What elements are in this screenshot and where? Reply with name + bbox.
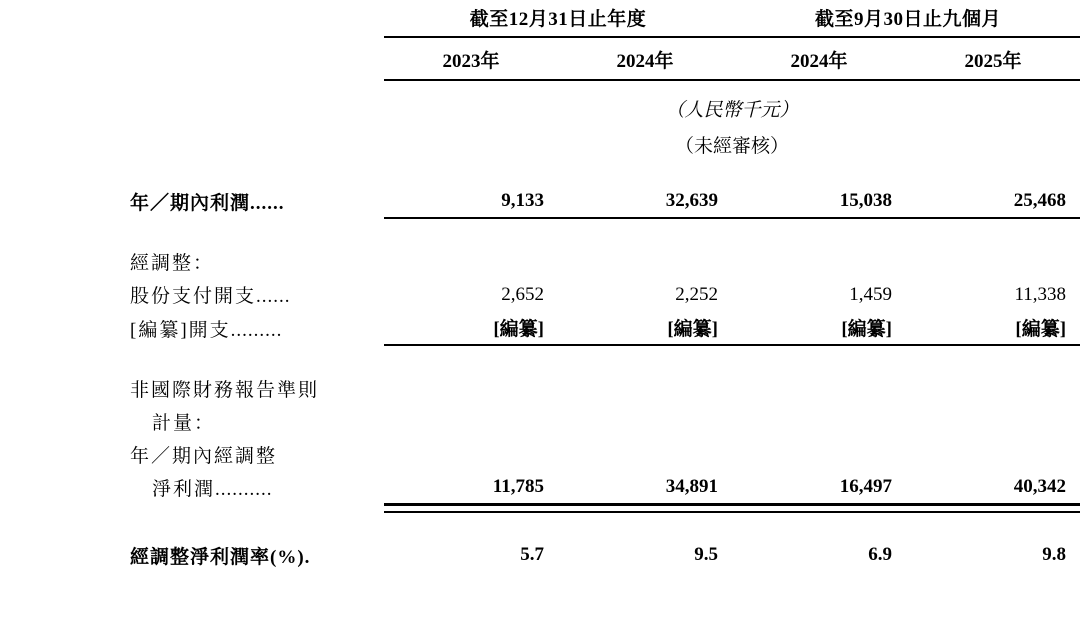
cell-nonifrs-2024a (558, 372, 732, 405)
year-header-2024-annual: 2024年 (558, 37, 732, 80)
cell-measure-2024a (558, 405, 732, 438)
cell-listing-2025i: [編纂] (906, 311, 1080, 345)
cell-measure-2024i (732, 405, 906, 438)
cell-adjnet-2024a: 34,891 (665, 475, 719, 497)
cell-adjhdr-2025i (906, 245, 1080, 278)
cell-listing-2024a: [編纂] (558, 311, 732, 345)
cell-listing-2023: [編纂] (384, 311, 558, 345)
year-header-spacer (0, 37, 384, 80)
row-label-profit (0, 185, 384, 218)
spacer-row-2 (0, 218, 1080, 245)
cell-measure-2023 (384, 405, 558, 438)
cell-adjhdr-2023 (384, 245, 558, 278)
cell-profit-2024i: 15,038 (732, 185, 906, 218)
table-year-header-row (0, 37, 1080, 80)
row-label-adjusted-net-margin (0, 539, 384, 572)
year-header-2024-interim: 2024年 (732, 37, 906, 80)
row-label-adjusted-header: 經調整： (130, 253, 215, 274)
double-rule-2024a (558, 504, 732, 512)
cell-adjnet1-2024i (732, 438, 906, 471)
row-label-margin-text: 經調整淨利潤率(%) (130, 546, 305, 568)
table-row-adjusted-net-profit (0, 471, 1080, 504)
double-rule-2024i (732, 504, 906, 512)
cell-measure-2025i (906, 405, 1080, 438)
cell-adjnet1-2024a (558, 438, 732, 471)
table-row-measure-header (0, 405, 1080, 438)
spacer-row-4 (0, 512, 1080, 539)
table-row-nonifrs-header (0, 372, 1080, 405)
unit-note-spacer (0, 80, 384, 123)
row-label-measure: 計量： (152, 413, 216, 434)
table-row-share-based-payment (0, 278, 1080, 311)
table-row-adjusted-net-margin (0, 539, 1080, 572)
cell-adjnet-2025i: 40,342 (1013, 475, 1067, 497)
audit-note-spacer (0, 123, 384, 159)
table-row-profit (0, 185, 1080, 218)
row-label-sbp-dots: ...... (256, 286, 291, 307)
cell-listing-2024i: [編纂] (732, 311, 906, 345)
row-label-nonifrs: 非國際財務報告準則 (130, 380, 320, 401)
row-label-listing-dots: ......... (230, 319, 283, 341)
cell-margin-2023: 5.7 (520, 544, 544, 565)
cell-margin-2025i: 9.8 (1042, 544, 1067, 565)
cell-adjhdr-2024a (558, 245, 732, 278)
row-label-sbp-text: 股份支付開支 (130, 286, 257, 307)
spacer-row-1 (0, 159, 1080, 185)
table-row-listing-expense (0, 311, 1080, 345)
cell-adjnet-2023: 11,785 (492, 475, 544, 497)
spacer-row-3 (0, 345, 1080, 372)
cell-margin-2024a: 9.5 (694, 544, 719, 565)
cell-sbp-2025i: 11,338 (1014, 283, 1067, 305)
row-label-adjusted-net-1: 年／期內經調整 (130, 446, 278, 467)
cell-nonifrs-2023 (384, 372, 558, 405)
cell-nonifrs-2025i (906, 372, 1080, 405)
double-rule-spacer (0, 504, 384, 512)
cell-sbp-2024i: 1,459 (849, 283, 893, 305)
double-rule-2025i (906, 504, 1080, 512)
cell-profit-2025i: 25,468 (906, 185, 1080, 218)
group-header-nine-months: 截至9月30日止九個月 (732, 0, 1080, 37)
cell-profit-2023: 9,133 (384, 185, 558, 218)
row-label-margin-dots: . (304, 546, 311, 568)
double-rule-row (0, 504, 1080, 512)
cell-nonifrs-2024i (732, 372, 906, 405)
cell-adjnet-2024i: 16,497 (839, 475, 893, 497)
cell-margin-2024i: 6.9 (868, 544, 893, 565)
table-unit-note-row (0, 80, 1080, 123)
cell-sbp-2024a: 2,252 (675, 283, 719, 305)
group-header-annual: 截至12月31日止年度 (384, 0, 732, 37)
year-header-2023: 2023年 (384, 37, 558, 80)
row-label-profit-text: 年／期內利潤 (130, 193, 251, 214)
year-header-2025-interim: 2025年 (906, 37, 1080, 80)
table-row-adjusted-header (0, 245, 1080, 278)
unit-note: （人民幣千元） (665, 100, 799, 121)
row-label-profit-dots: ...... (250, 193, 285, 214)
row-label-share-based-payment (0, 278, 384, 311)
row-label-listing-expense (0, 311, 384, 345)
row-label-adjusted-net-profit (0, 471, 384, 504)
header-spacer (0, 0, 384, 37)
table-audit-note-row (0, 123, 1080, 159)
cell-adjnet1-2025i (906, 438, 1080, 471)
table-group-header-row (0, 0, 1080, 37)
row-label-netprofit-text: 淨利潤 (152, 479, 216, 500)
audit-note: （未經審核） (675, 136, 790, 157)
row-label-listing-text: [編纂]開支 (130, 319, 231, 341)
table-row-adjusted-net-label1 (0, 438, 1080, 471)
cell-adjhdr-2024i (732, 245, 906, 278)
double-rule-2023 (384, 504, 558, 512)
row-label-netprofit-dots: .......... (215, 479, 273, 500)
cell-profit-2024a: 32,639 (558, 185, 732, 218)
cell-sbp-2023: 2,652 (501, 283, 544, 305)
cell-adjnet1-2023 (384, 438, 558, 471)
